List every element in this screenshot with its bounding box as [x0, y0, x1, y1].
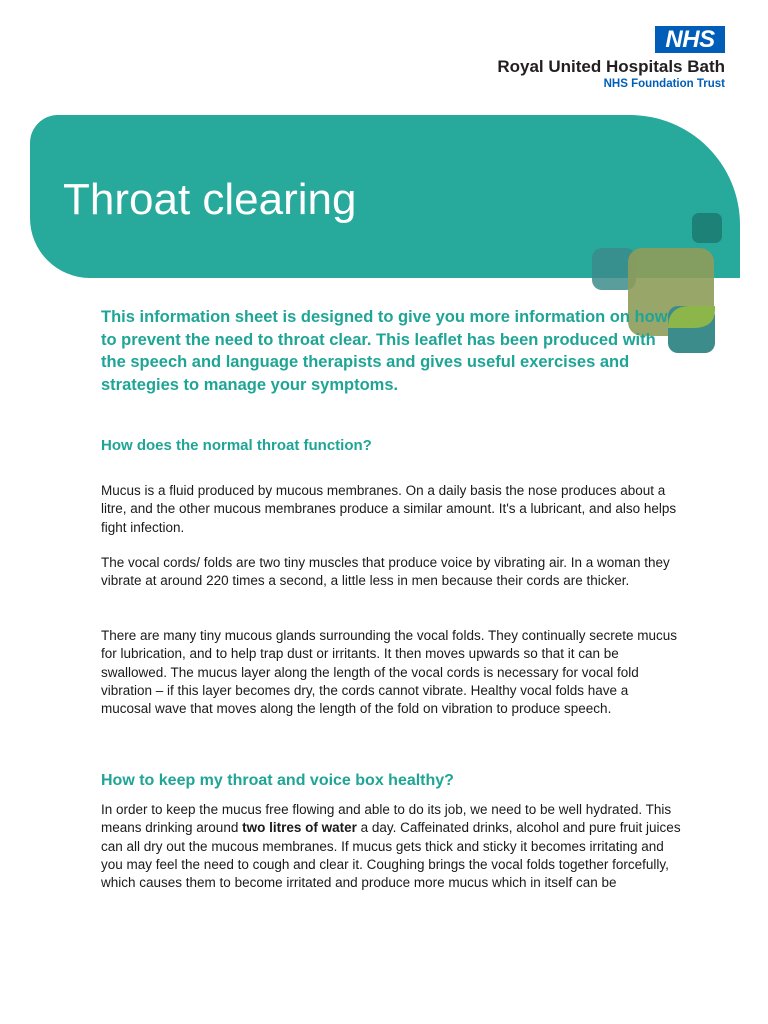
- page-title: Throat clearing: [63, 175, 357, 225]
- nhs-logo: NHS: [655, 26, 725, 53]
- paragraph-mucous-glands: There are many tiny mucous glands surrounding the vocal folds. They continually secrete mucus for lubrication, and to help trap dust or irritants. It then moves upwards so that it can be swallowed. The mucus layer along the length of the vocal cords is necessary for vocal fold vibration – if this layer becomes dry, the cords cannot vibrate. Healthy vocal folds have a mucosal wave that moves along the length of the fold on vibration to produce speech.: [101, 628, 678, 717]
- hydration-text-start: In order to keep the mucus free flowing and able to do its job, we need to be well hydrated. This means drinking around: [101, 802, 672, 836]
- paragraph-mucus: Mucus is a fluid produced by mucous membranes. On a daily basis the nose produces about a litre, and the other mucous membranes produce a similar amount. It's a lubricant, and also helps fight infection.: [101, 483, 677, 535]
- hydration-text-end: a day. Caffeinated drinks, alcohol and pure fruit juices can all dry out the mucous membranes. If mucus gets thick and sticky it becomes irritating and you may feel the need to cough and clear it. Coughing brings the vocal folds together forcefully, which causes them to become irritated and produce more mucus which in itself can be: [101, 820, 681, 891]
- section-heading-healthy-throat: How to keep my throat and voice box healthy?: [101, 772, 454, 789]
- organisation-trust: NHS Foundation Trust: [603, 78, 725, 90]
- paragraph-hydration: [101, 801, 681, 892]
- section-heading-throat-function: How does the normal throat function?: [101, 437, 372, 454]
- paragraph-vocal-cords: The vocal cords/ folds are two tiny muscles that produce voice by vibrating air. In a woman they vibrate at around 220 times a second, a little less in men because their cords are thicker.: [101, 555, 670, 589]
- tile-small-dark: [692, 213, 722, 243]
- organisation-name: Royal United Hospitals Bath: [497, 57, 725, 76]
- hydration-emphasis: two litres of water: [242, 820, 357, 836]
- intro-text: This information sheet is designed to give you more information on how to prevent the need to throat clear. This leaflet has been produced with the speech and language therapists and gives useful exercises and strategies to manage your symptoms.: [101, 308, 668, 394]
